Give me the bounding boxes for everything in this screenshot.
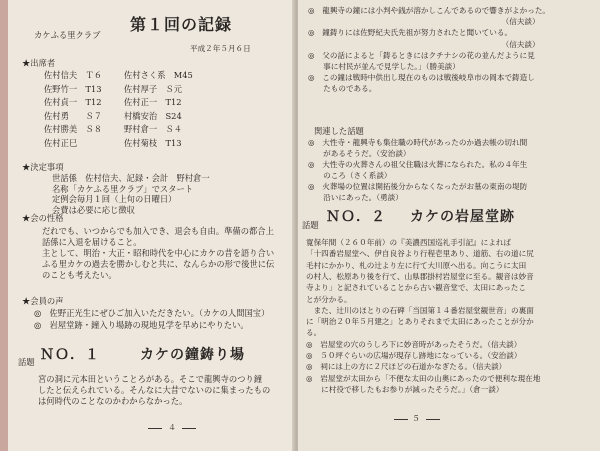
page-title: 第１回の記録 bbox=[130, 15, 233, 34]
topic-line: 宮の洞に元本田ということろがある。そこで龍興寺のつり鐘 bbox=[38, 374, 263, 384]
topic-line: ◎ 岩屋堂が太田から「不便な太田の山奥にあったので便利な現在地 bbox=[306, 373, 541, 383]
attendee-name: 佐村正一 T12 bbox=[124, 97, 182, 107]
policy-line: だれでも、いつからでも加入でき、退会も自由。準備の都合上 bbox=[42, 226, 274, 236]
attendee-name: 佐村正巳 bbox=[44, 137, 78, 148]
topic-number: ＮＯ．２ bbox=[326, 209, 386, 225]
page-number-dash-left bbox=[148, 428, 162, 429]
topic-line: とが分かる。 bbox=[306, 294, 352, 304]
decisions-heading: ★決定事項 bbox=[22, 162, 64, 172]
club-name: カケふる里クラブ bbox=[34, 30, 101, 40]
decision-item: 会費は必要に応じ徴収 bbox=[52, 204, 135, 215]
topic-line: ◎ 祠には上の方に２尺ほどの石道かなぎたる。（信夫談） bbox=[306, 362, 507, 372]
note-line: 事に村民が並んで見学した。」（勝美談） bbox=[308, 62, 460, 71]
related-item: ◎ 大性寺・龍興寺も集住職の時代があったのか過去帳の切れ間 bbox=[308, 138, 528, 147]
topic-title: カケの岩屋堂跡 bbox=[410, 209, 515, 225]
attendees-heading: ★出席者 bbox=[22, 58, 56, 68]
note-line: （信夫談） bbox=[308, 17, 540, 27]
topic-line: は何時代のことなのかわからなかった。 bbox=[38, 396, 188, 406]
note-line: たものである。 bbox=[308, 84, 377, 94]
page-number-dash-right bbox=[426, 419, 440, 420]
topic-line: 「十四番岩屋堂へ、伊自良谷より行程壱里あり、道筋、右の道に尻 bbox=[306, 249, 534, 259]
policy-line: のことも考えたい。 bbox=[42, 270, 117, 280]
note-line: ◎ この鐘は戦時中供出し現在のものは戦後岐阜市の岡本で鋳造し bbox=[308, 73, 535, 83]
policy-heading: ★会の性格 bbox=[22, 213, 64, 223]
topic-line: に村役で移したもお参りが減ったそうだ。」（倉一談） bbox=[306, 384, 504, 394]
note-line: ◎ 鐘鋳りには佐野紀夫氏先祖が努力されたと聞いている。 bbox=[308, 28, 513, 38]
page-number: ４ bbox=[168, 423, 176, 432]
related-item: ◎ 火葬場の位置は開拓後分からなくなったがお墓の東南の堤防 bbox=[308, 182, 528, 191]
topic-number: ＮＯ．１ bbox=[40, 347, 100, 363]
note-line: ◎ 父の話によると「鋳るときにはクチナシの花の並んだように見 bbox=[308, 50, 535, 60]
topic-line: 毛村にかかり、札の辻より左に行て大川原へ出る。向こうに太田 bbox=[306, 260, 527, 270]
voice-item: ◎ 岩屋堂跡・鐘入り場跡の現地見学を早めにやりたい。 bbox=[34, 319, 249, 330]
attendee-name: 佐村さく系 M45 bbox=[124, 70, 193, 80]
meeting-date: 平成２年５月６日 bbox=[190, 44, 251, 53]
policy-line: 主として、明治・大正・昭和時代を中心にカケの昔を語り合い bbox=[42, 248, 275, 258]
topic-line: る。 bbox=[306, 328, 322, 338]
attendee-name: 佐村勇 Ｓ７ bbox=[44, 110, 103, 121]
attendee-name: 佐村厚子 Ｓ元 bbox=[124, 83, 183, 94]
decision-item: 世話係 佐村信夫、記録・会計 野村倉一 bbox=[52, 173, 210, 183]
topic-line: に「明治２０年５月建之」とありそれまで太田にあったことが分か bbox=[306, 317, 534, 327]
topic-line: の村人、松原あり後を行て、山県郡掛村岩屋堂に至る。観音は妙音 bbox=[306, 271, 534, 281]
left-page bbox=[8, 0, 295, 451]
topic-line: ◎ ５０坪ぐらいの広場が現存し跡地になっている。（安治談） bbox=[306, 351, 522, 360]
attendee-name: 佐村菊枝 T13 bbox=[124, 137, 182, 148]
related-item: ◎ 大性寺の火葬さんの祖父住職は火葬になられた。私の４年生 bbox=[308, 160, 528, 169]
page-number-dash-left bbox=[394, 419, 408, 420]
topic-line: ◎ 岩屋堂の穴のうしろ下に妙音時があったそうだ。（信夫談） bbox=[306, 339, 522, 349]
attendee-name: 村橋安治 S24 bbox=[124, 110, 182, 121]
topic-line: また、辻川のほとりの石碑「当国第１４番岩屋堂観世音」の裏面 bbox=[306, 305, 534, 315]
note-line: （信夫談） bbox=[308, 39, 540, 49]
topic-line: 寺より」と記されていることから古い観音堂で、太田にあったこ bbox=[306, 283, 526, 293]
related-item: があるそうだ。（安治談） bbox=[308, 149, 411, 158]
related-heading: 関連した話題 bbox=[314, 126, 364, 136]
attendee-name: 野村倉一 Ｓ４ bbox=[124, 124, 183, 134]
attendee-name: 佐村信夫 Ｔ６ bbox=[44, 70, 103, 80]
policy-line: ふる里カケの過去を勝かしむと共に、なんらかの形で後世に伝 bbox=[42, 259, 275, 269]
page-number-dash-right bbox=[182, 428, 196, 429]
decision-item: 名称「カケふる里クラブ」でスタート bbox=[52, 183, 194, 194]
page-number: ５ bbox=[412, 414, 420, 423]
topic-line: 寛保年間（２６０年前）の『美濃西国巡礼手引記』によれば bbox=[306, 238, 512, 247]
decision-item: 定例会毎月１回（上旬の日曜日） bbox=[52, 194, 177, 204]
related-item: 沿いにあった。（勇談） bbox=[308, 193, 403, 202]
related-item: のころ（さく系談） bbox=[308, 171, 392, 180]
topic-label: 話題 bbox=[18, 357, 35, 367]
voice-item: ◎ 佐野正光生にぜひご加入いただきたい。（カケの人間国宝） bbox=[34, 308, 270, 318]
voices-heading: ★会員の声 bbox=[22, 296, 64, 306]
policy-line: 話係に入退を届けること。 bbox=[42, 237, 142, 247]
topic-line: したと伝えられている。そんなに大昔でないのに集まったもの bbox=[38, 385, 271, 395]
topic-title: カケの鐘鋳り場 bbox=[140, 347, 245, 363]
attendee-name: 佐村勝美 Ｓ８ bbox=[44, 124, 103, 134]
topic-label: 話題 bbox=[302, 220, 319, 230]
attendee-name: 佐野竹一 T13 bbox=[44, 83, 102, 94]
attendee-name: 佐村貞一 T12 bbox=[44, 97, 102, 107]
right-page bbox=[298, 0, 600, 451]
note-line: ◎ 龍興寺の鐘には小判や銭が溶かしこんであるので響きがよかった。 bbox=[308, 6, 551, 15]
